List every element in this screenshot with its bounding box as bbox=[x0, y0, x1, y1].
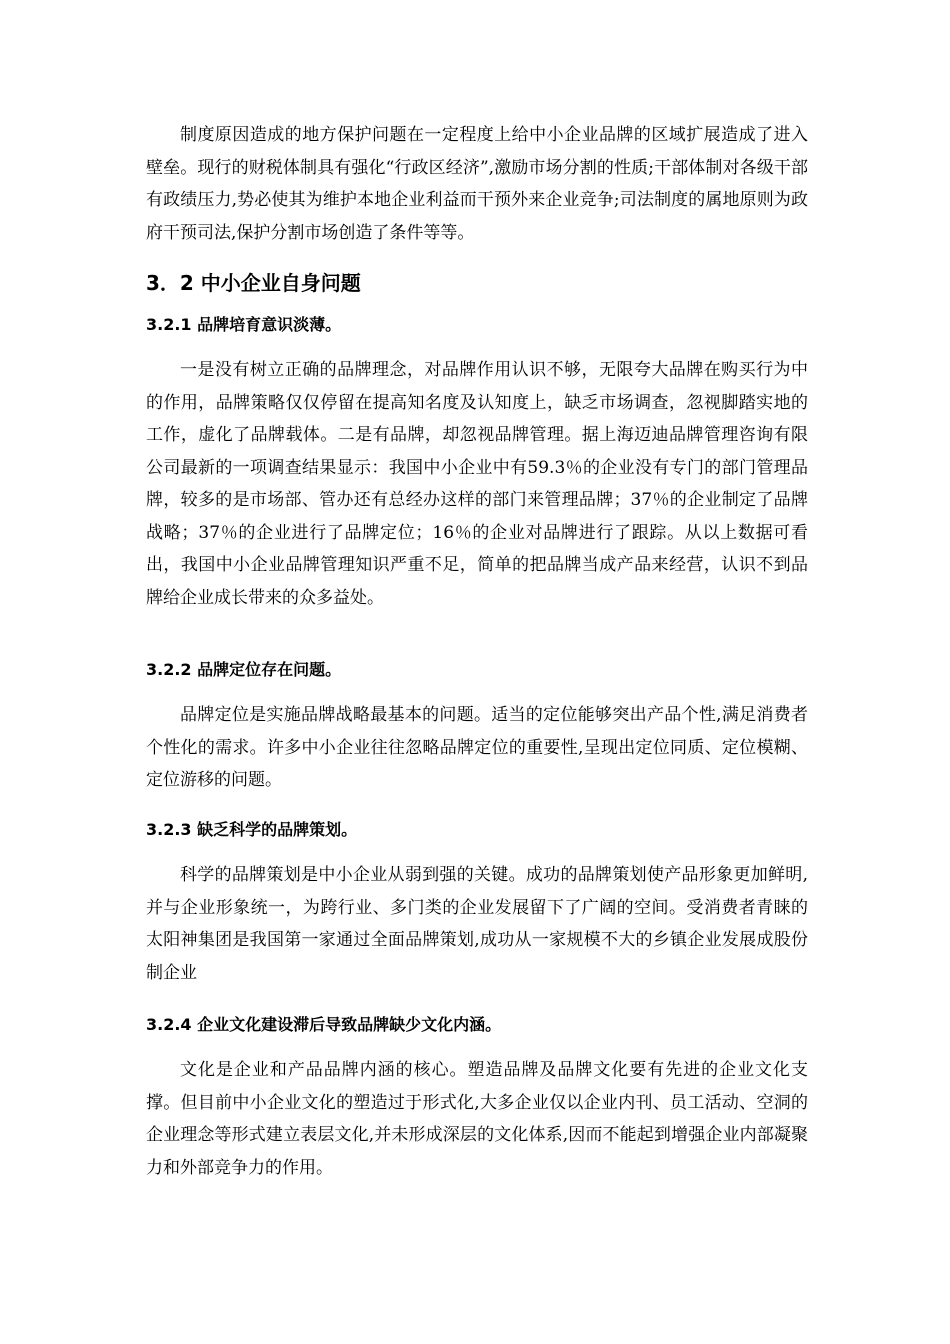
paragraph-corporate-culture: 文化是企业和产品品牌内涵的核心。塑造品牌及品牌文化要有先进的企业文化支撑。但目前中小企业文化的塑造过于形式化,大多企业仅以企业内刊、员工活动、空洞的企业理念等形式建立表层文化,并未形成深层的文化体系,因而不能起到增强企业内部凝聚力和外部竞争力的作用。 bbox=[146, 1060, 808, 1178]
sub-heading-corporate-culture: 3.2.4 企业文化建设滞后导致品牌缺少文化内涵。 bbox=[146, 1015, 502, 1034]
paragraph-local-protection: 制度原因造成的地方保护问题在一定程度上给中小企业品牌的区域扩展造成了进入壁垒。现行的财税体制具有强化“行政区经济”,激励市场分割的性质;干部体制对各级干部有政绩压力,势必使其为维护本地企业利益而干预外来企业竞争;司法制度的属地原则为政府干预司法,保护分割市场创造了条件等等。 bbox=[146, 125, 808, 243]
paragraph-brand-positioning: 品牌定位是实施品牌战略最基本的问题。适当的定位能够突出产品个性,满足消费者个性化的需求。许多中小企业往往忽略品牌定位的重要性,呈现出定位同质、定位模糊、定位游移的问题。 bbox=[146, 705, 808, 790]
paragraph-brand-awareness: 一是没有树立正确的品牌理念，对品牌作用认识不够，无限夸大品牌在购买行为中的作用，品牌策略仅仅停留在提高知名度及认知度上，缺乏市场调查，忽视脚踏实地的工作，虚化了品牌载体。二是有品牌，却忽视品牌管理。据上海迈迪品牌管理咨询有限公司最新的一项调查结果显示：我国中小企业中有59.3％的企业没有专门的部门管理品牌，较多的是市场部、管办还有总经办这样的部门来管理品牌；37％的企业制定了品牌战略；37％的企业进行了品牌定位；16％的企业对品牌进行了跟踪。从以上数据可看出，我国中小企业品牌管理知识严重不足，简单的把品牌当成产品来经营，认识不到品牌给企业成长带来的众多益处。 bbox=[146, 360, 808, 608]
sub-heading-brand-planning: 3.2.3 缺乏科学的品牌策划。 bbox=[146, 820, 358, 839]
sub-heading-brand-positioning: 3.2.2 品牌定位存在问题。 bbox=[146, 660, 342, 679]
sub-heading-brand-awareness: 3.2.1 品牌培育意识淡薄。 bbox=[146, 315, 342, 334]
section-heading: 3．2 中小企业自身问题 bbox=[146, 271, 361, 295]
paragraph-brand-planning: 科学的品牌策划是中小企业从弱到强的关键。成功的品牌策划使产品形象更加鲜明,并与企业形象统一，为跨行业、多门类的企业发展留下了广阔的空间。受消费者青睐的太阳神集团是我国第一家通过全面品牌策划,成功从一家规模不大的乡镇企业发展成股份制企业 bbox=[146, 865, 808, 983]
